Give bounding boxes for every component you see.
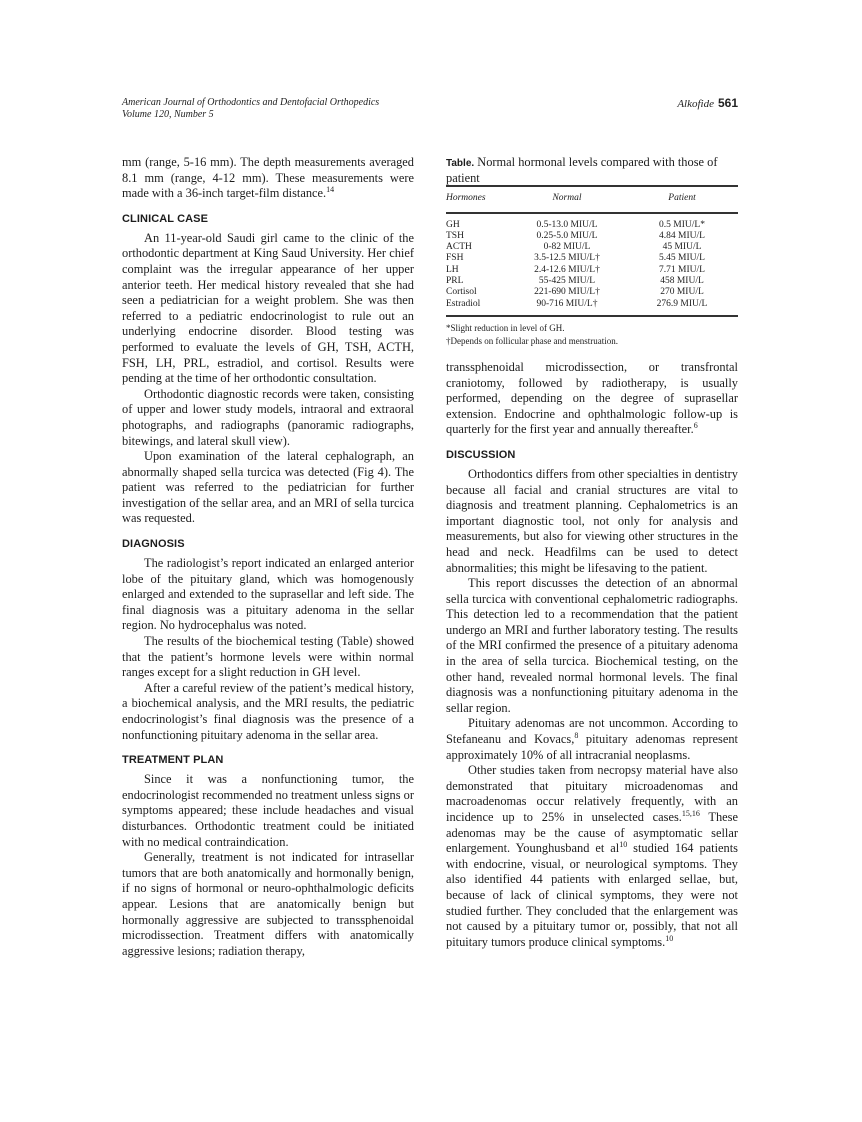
table-header-row	[446, 187, 738, 212]
hormone-table	[446, 187, 738, 315]
author-page	[677, 97, 738, 110]
paragraph: The radiologist’s report indicated an enlarged anterior lobe of the pituitary gland, which was homogenously enlarged and extended to the suprasellar and left side. The final diagnosis was a pituitary adenoma in the sellar region. No hydrocephalus was noted.	[122, 556, 414, 633]
running-head	[122, 97, 738, 121]
table-row: ACTH 0-82 MIU/L 45 MIU/L	[446, 242, 702, 253]
paragraph: This report discusses the detection of an abnormal sella turcica with conventional cephalometric radiographs. This detection led to a recommendation that the patient undergo an MRI and further laboratory testing. The results of the MRI confirmed the presence of a pituitary adenoma in the area of sella turcica. Biochemical testing, on the other hand, revealed normal hormonal levels. The final diagnosis was a nonfunctioning pituitary adenoma in the sellar region.	[446, 576, 738, 715]
page-number: 561	[717, 96, 738, 110]
table-row: FSH 3.5-12.5 MIU/L† 5.45 MIU/L	[446, 253, 705, 264]
table-caption: Table. Normal hormonal levels compared with those of patient	[446, 155, 718, 185]
paragraph: Pituitary adenomas are not uncommon. According to Stefaneanu and Kovacs,$^8$ pituitary adenomas represent approximately 10% of all intracranial neoplasms.	[446, 716, 738, 762]
section-heading-discussion: DISCUSSION	[446, 448, 516, 461]
section-heading-clinical-case: CLINICAL CASE	[122, 212, 209, 225]
running-author: Alkofide	[677, 98, 714, 110]
paragraph: Orthodontic diagnostic records were taken, consisting of upper and lower study models, intraoral and extraoral photographs, and radiographs (panoramic radiographs, bitewings, and lateral skull view).	[122, 386, 414, 448]
table-row: TSH 0.25-5.0 MIU/L 4.84 MIU/L	[446, 230, 705, 241]
paragraph: The results of the biochemical testing (Table) showed that the patient’s hormone levels were within normal ranges except for a slight reduction in GH level.	[122, 634, 414, 680]
table-row: Estradiol 90-716 MIU/L† 276.9 MIU/L	[446, 298, 708, 309]
journal-title: American Journal of Orthodontics and Dentofacial Orthopedics	[122, 97, 380, 108]
journal-volume: Volume 120, Number 5	[122, 109, 214, 120]
citation: 14	[326, 185, 335, 195]
table-bottom-rule	[446, 315, 738, 317]
column-header: Patient	[668, 193, 696, 203]
table-label: Table.	[446, 158, 475, 169]
intro-paragraph: mm (range, 5-16 mm). The depth measurements averaged 8.1 mm (range, 4-12 mm). These measurements were made with a 36-inch target-film distance.$^{14}$	[122, 155, 414, 201]
paragraph: Generally, treatment is not indicated for intrasellar tumors that are both anatomically and hormonally benign, if no signs of hormonal or neuro-ophthalmologic deficits appear. Lesions that are anatomically benign but hormonally aggressive are subjected to transsphenoidal microdissection. Treatment differs with anatomically aggressive lesions; radiation therapy,	[122, 850, 414, 958]
table-row: Cortisol 221-690 MIU/L† 270 MIU/L	[446, 287, 704, 298]
column-header: Normal	[552, 193, 582, 203]
citation: 10	[665, 933, 674, 943]
paragraph: Upon examination of the lateral cephalograph, an abnormally shaped sella turcica was detected (Fig 4). The patient was referred to the pediatrician for further investigation of the sellar area, and an MRI of sella turcica was requested.	[122, 449, 414, 526]
paragraph: An 11-year-old Saudi girl came to the clinic of the orthodontic department at King Saud University. Her chief complaint was the irregular appearance of her upper anterior teeth. Her medical history revealed that she had seen a pediatrician for a weight problem. She was then referred to a pediatric endocrinologist to rule out an underlying endocrine disorder. Blood testing was performed to evaluate the levels of GH, TSH, ACTH, FSH, LH, PRL, estradiol, and cortisol. Results were pending at the time of her orthodontic consultation.	[122, 230, 414, 386]
citation: 15,16	[681, 809, 700, 818]
table-row: PRL 55-425 MIU/L 458 MIU/L	[446, 276, 704, 287]
citation: 8	[574, 731, 579, 741]
section-heading-diagnosis: DIAGNOSIS	[122, 538, 185, 551]
section-heading-treatment-plan: TREATMENT PLAN	[122, 754, 224, 767]
citation: 10	[619, 840, 628, 850]
paragraph: Orthodontics differs from other specialties in dentistry because all facial and cranial structures are vital to diagnosis and treatment planning. Cephalometrics is an important diagnostic tool, not only for analysis and measurements, but also for viewing other structures in the head and neck. Headfilms can be used to detect abnormalities; this might be lifesaving to the patient.	[446, 466, 738, 575]
hormone-table-block	[446, 155, 738, 348]
column-header: Hormones	[446, 193, 486, 203]
footnote: †Depends on follicular phase and menstruation.	[446, 335, 618, 346]
right-column	[446, 155, 738, 950]
continuation-paragraph: transsphenoidal microdissection, or transfrontal craniotomy, followed by radiotherapy, is usually performed, depending on the degree of suprasellar extension. Endocrine and ophthalmologic follow-up is quarterly for the first year and annually thereafter.$^6$	[446, 359, 738, 437]
table-row: GH 0.5-13.0 MIU/L 0.5 MIU/L*	[446, 219, 705, 230]
paragraph: Since it was a nonfunctioning tumor, the endocrinologist recommended no treatment unless signs or symptoms appeared; these include headaches and visual disturbances. Orthodontic treatment could be initiated with no medical contraindication.	[122, 772, 414, 849]
citation: 6	[693, 421, 698, 431]
table-footnotes	[446, 322, 738, 348]
footnote: *Slight reduction in level of GH.	[446, 322, 565, 333]
table-row: LH 2.4-12.6 MIU/L† 7.71 MIU/L	[446, 264, 705, 275]
left-column	[122, 155, 414, 959]
paragraph: Other studies taken from necropsy material have also demonstrated that pituitary microadenomas and macroadenomas occur relatively frequently, with an incidence up to 25% in unselected cases.$^{15,16}$ These adenomas may be the cause of asymptomatic sellar enlargement. Younghusband et $al^{10}$ studied 164 patients with endocrine, visual, or neurological symptoms. They also identified 44 patients with enlarged sellae, but, because of lack of clinical symptoms, they were not studied further. They concluded that the enlargement was not caused by a pituitary tumor or, possibly, that not all pituitary tumors produce clinical symptoms.$^{10}$	[446, 763, 739, 949]
paragraph: After a careful review of the patient’s medical history, a biochemical analysis, and the MRI results, the pediatric endocrinologist’s final diagnosis was the presence of a nonfunctioning pituitary adenoma in the sellar area.	[122, 680, 414, 742]
